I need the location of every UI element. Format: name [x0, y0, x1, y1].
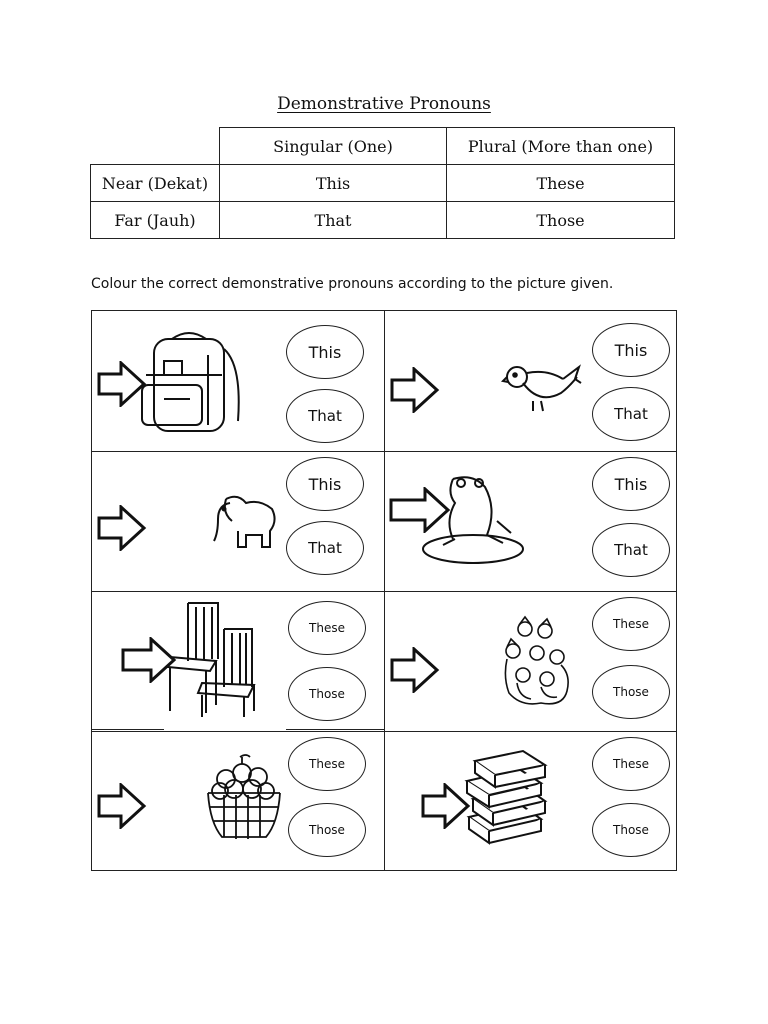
- arrow-right-icon: [390, 647, 440, 693]
- arrow-right-icon: [421, 783, 471, 829]
- option-oval[interactable]: That: [286, 521, 364, 575]
- option-oval[interactable]: These: [592, 597, 670, 651]
- option-oval[interactable]: Those: [288, 803, 366, 857]
- exercise-item-elephant: [92, 451, 385, 591]
- option-oval[interactable]: That: [592, 523, 670, 577]
- elephant-icon: [212, 491, 278, 553]
- table-cell: That: [220, 202, 447, 239]
- cell-border-fragment: [92, 729, 164, 730]
- option-oval[interactable]: These: [592, 737, 670, 791]
- chairs-icon: [166, 601, 262, 719]
- books-icon: [461, 747, 557, 849]
- table-row: [91, 202, 675, 239]
- instruction-text: Colour the correct demonstrative pronouns according to the picture given.: [91, 276, 614, 292]
- apple-basket-icon: [204, 753, 284, 841]
- option-oval[interactable]: This: [286, 457, 364, 511]
- table-cell: These: [447, 165, 675, 202]
- option-oval[interactable]: This: [592, 323, 670, 377]
- table-header-singular: Singular (One): [220, 128, 447, 165]
- exercise-grid: [91, 310, 677, 871]
- arrow-right-icon: [121, 637, 177, 683]
- arrow-right-icon: [390, 367, 440, 413]
- option-oval[interactable]: That: [592, 387, 670, 441]
- option-oval[interactable]: This: [592, 457, 670, 511]
- exercise-item-frog: [385, 451, 678, 591]
- cell-border-fragment: [286, 729, 384, 730]
- arrow-right-icon: [97, 783, 147, 829]
- arrow-right-icon: [97, 505, 147, 551]
- option-oval[interactable]: These: [288, 737, 366, 791]
- option-oval[interactable]: Those: [592, 665, 670, 719]
- bird-icon: [503, 359, 583, 417]
- table-cell: Those: [447, 202, 675, 239]
- table-row-label: Far (Jauh): [91, 202, 220, 239]
- table-header-row: [91, 128, 675, 165]
- table-cell: This: [220, 165, 447, 202]
- pronoun-reference-table: [90, 127, 675, 239]
- option-oval[interactable]: That: [286, 389, 364, 443]
- option-oval[interactable]: These: [288, 601, 366, 655]
- table-row-label: Near (Dekat): [91, 165, 220, 202]
- option-oval[interactable]: This: [286, 325, 364, 379]
- option-oval[interactable]: Those: [592, 803, 670, 857]
- exercise-item-apple-basket: [92, 731, 385, 871]
- page-title: Demonstrative Pronouns: [277, 94, 491, 114]
- exercise-item-chairs: [92, 591, 385, 731]
- backpack-icon: [134, 325, 244, 437]
- table-corner-cell: [91, 128, 220, 165]
- dwarfs-icon: [501, 617, 571, 709]
- table-row: [91, 165, 675, 202]
- exercise-item-books: [385, 731, 678, 871]
- table-header-plural: Plural (More than one): [447, 128, 675, 165]
- exercise-item-dwarfs: [385, 591, 678, 731]
- option-oval[interactable]: Those: [288, 667, 366, 721]
- exercise-item-backpack: [92, 311, 385, 451]
- arrow-right-icon: [389, 487, 451, 533]
- exercise-item-bird: [385, 311, 678, 451]
